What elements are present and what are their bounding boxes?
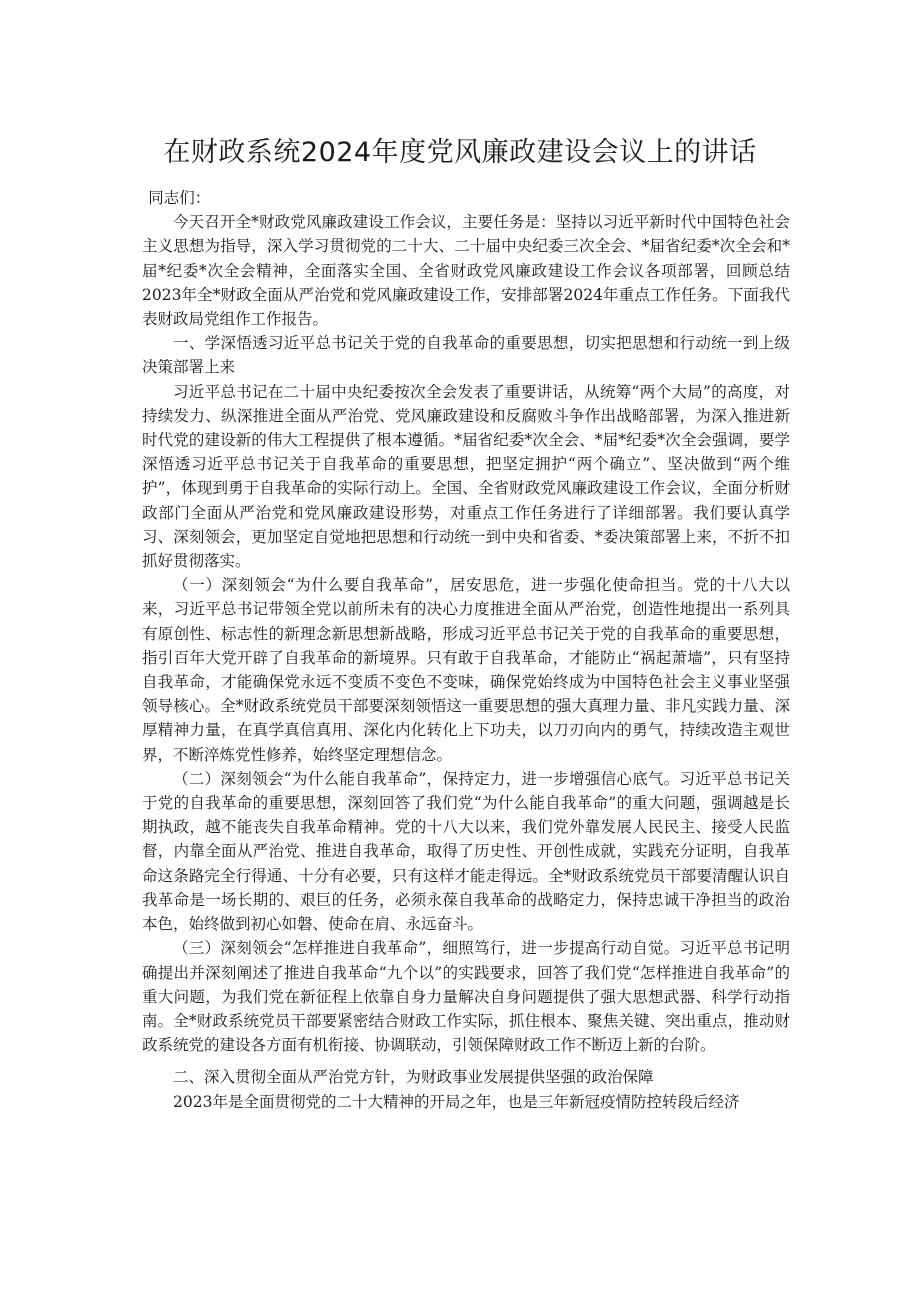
section-heading-2: 二、深入贯彻全面从严治党方针，为财政事业发展提供坚强的政治保障 — [173, 1068, 654, 1087]
paragraph-intro: 今天召开全*财政党风廉政建设工作会议，主要任务是：坚持以习近平新时代中国特色社会主义思想为指导，深入学习贯彻党的二十大、二十届中央纪委三次全会、*届省纪委*次全会和*届*纪委*次全会精神，全面落实全国、全省财政党风廉政建设工作会议各项部署，回顾总结2023年全*财政全面从严治党和党风廉政建设工作，安排部署2024年重点工作任务。下面我代表财政局党组作工作报告。 — [142, 213, 790, 329]
subsection-1: （一）深刻领会“为什么要自我革命”，居安思危，进一步强化使命担当。党的十八大以来，习近平总书记带领全党以前所未有的决心力度推进全面从严治党，创造性地提出一系列具有原创性、标志性的新理念新思想新战略，形成习近平总书记关于党的自我革命的重要思想，指引百年大党开辟了自我革命的新境界。只有敢于自我革命，才能防止“祸起萧墙”，只有坚持自我革命，才能确保党永远不变质不变色不变味，确保党始终成为中国特色社会主义事业坚强领导核心。全*财政系统党员干部要深刻领悟这一重要思想的强大真理力量、非凡实践力量、深厚精神力量，在真学真信真用、深化内化转化上下功夫，以刀刃向内的勇气，持续改造主观世界，不断淬炼党性修养，始终坚定理想信念。 — [142, 576, 790, 764]
subsection-2: （二）深刻领会“为什么能自我革命”，保持定力，进一步增强信心底气。习近平总书记关于党的自我革命的重要思想，深刻回答了我们党“为什么能自我革命”的重大问题，强调越是长期执政，越不能丧失自我革命精神。党的十八大以来，我们党外靠发展人民民主、接受人民监督，内靠全面从严治党、推进自我革命，取得了历史性、开创性成就，实践充分证明，自我革命这条路完全行得通、十分有必要，只有这样才能走得远。全*财政系统党员干部要清醒认识自我革命是一场长期的、艰巨的任务，必须永葆自我革命的战略定力，保持忠诚干净担当的政治本色，始终做到初心如磐、使命在肩、永远奋斗。 — [142, 769, 790, 934]
greeting: 同志们： — [148, 189, 211, 207]
paragraph-section-1-intro: 习近平总书记在二十届中央纪委按次全会发表了重要讲话，从统筹“两个大局”的高度，对持续发力、纵深推进全面从严治党、党风廉政建设和反腐败斗争作出战略部署，为深入推进新时代党的建设新的伟大工程提供了根本遵循。*届省纪委*次全会、*届*纪委*次全会强调，要学深悟透习近平总书记关于自我革命的重要思想，把坚定拥护“两个确立”、坚决做到“两个维护”，体现到勇于自我革命的实际行动上。全国、全省财政党风廉政建设工作会议，全面分析财政部门全面从严治党和党风廉政建设形势，对重点工作任务进行了详细部署。我们要认真学习、深刻领会，更加坚定自觉地把思想和行动统一到中央和省委、*委决策部署上来，不折不扣抓好贯彻落实。 — [142, 382, 790, 571]
paragraph-section-2-intro: 2023年是全面贯彻党的二十大精神的开局之年，也是三年新冠疫情防控转段后经济 — [173, 1092, 740, 1111]
document-body — [142, 186, 790, 1114]
document-title: 在财政系统2024年度党风廉政建设会议上的讲话 — [163, 137, 757, 168]
section-heading-1: 一、学深悟透习近平总书记关于党的自我革命的重要思想，切实把思想和行动统一到上级决策部署上来 — [142, 334, 790, 377]
subsection-3: （三）深刻领会“怎样推进自我革命”，细照笃行，进一步提高行动自觉。习近平总书记明确提出并深刻阐述了推进自我革命“九个以”的实践要求，回答了我们党“怎样推进自我革命”的重大问题，为我们党在新征程上依靠自身力量解决自身问题提供了强大思想武器、科学行动指南。全*财政系统党员干部要紧密结合财政工作实际，抓住根本、聚焦关键、突出重点，推动财政系统党的建设各方面有机衔接、协调联动，引领保障财政工作不断迈上新的台阶。 — [142, 939, 790, 1055]
